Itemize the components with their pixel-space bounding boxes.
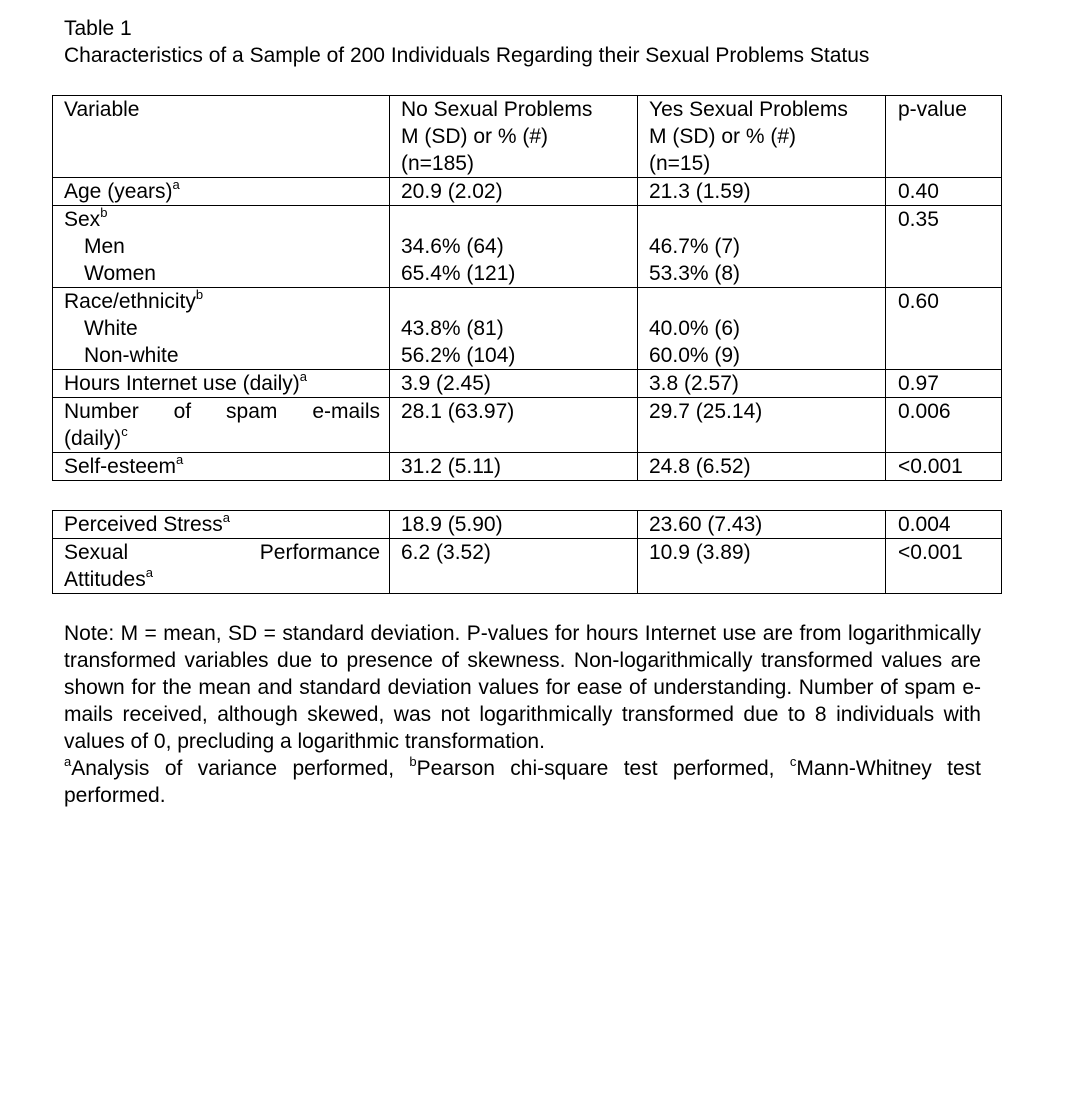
cell-no: 18.9 (5.90) — [390, 511, 638, 539]
cell-yes: 21.3 (1.59) — [638, 178, 886, 206]
header-no-sexual-problems: No Sexual Problems M (SD) or % (#) (n=185) — [390, 96, 638, 178]
characteristics-table-continued — [52, 510, 1002, 594]
cell-yes: 29.7 (25.14) — [638, 398, 886, 453]
table-caption — [64, 15, 1064, 69]
sub-label-white: White — [84, 317, 138, 340]
cell-no: 3.9 (2.45) — [390, 370, 638, 398]
table-row-perceived-stress — [53, 511, 1002, 539]
row-label: Hours Internet use (daily)$^a$ — [53, 370, 390, 398]
cell-yes: 24.8 (6.52) — [638, 453, 886, 481]
row-label: Self-esteem$^a$ — [53, 453, 390, 481]
cell-yes: 10.9 (3.89) — [638, 539, 886, 594]
cell-p-value: <0.001 — [886, 453, 1002, 481]
cell-yes: 40.0% (6) 60.0% (9) — [638, 288, 886, 370]
row-label: Sexual Performance Attitudes$^a$ — [53, 539, 390, 594]
row-label: Race/ethnicity$^b$ White Non-white — [53, 288, 390, 370]
cell-yes: 46.7% (7) 53.3% (8) — [638, 206, 886, 288]
cell-p-value: 0.006 — [886, 398, 1002, 453]
row-label: Number of spam e-mails (daily)$^c$ — [53, 398, 390, 453]
table-row-age — [53, 178, 1002, 206]
header-variable: Variable — [53, 96, 390, 178]
header-p-value: p-value — [886, 96, 1002, 178]
cell-p-value: 0.97 — [886, 370, 1002, 398]
cell-no: 43.8% (81) 56.2% (104) — [390, 288, 638, 370]
characteristics-table — [52, 95, 1002, 481]
row-label: Age (years)$^a$ — [53, 178, 390, 206]
table-row-self-esteem — [53, 453, 1002, 481]
cell-p-value: 0.004 — [886, 511, 1002, 539]
note-text: Note: M = mean, SD = standard deviation. P-values for hours Internet use are from logarithmically transformed variables due to presence of skewness. Non-logarithmically transformed values are shown for the mean and standard deviation values for ease of understanding. Number of spam e-mails received, although skewed, was not logarithmically transformed due to 8 individuals with values of 0, precluding a logarithmic transformation. — [64, 622, 981, 753]
row-label: Sex$^b$ Men Women — [53, 206, 390, 288]
sub-label-men: Men — [84, 235, 125, 258]
cell-yes: 3.8 (2.57) — [638, 370, 886, 398]
cell-p-value: 0.35 — [886, 206, 1002, 288]
table-row-sex — [53, 206, 1002, 288]
table-row-race — [53, 288, 1002, 370]
cell-p-value: 0.40 — [886, 178, 1002, 206]
sub-label-women: Women — [84, 262, 156, 285]
sub-label-non-white: Non-white — [84, 344, 179, 367]
table-note — [64, 620, 981, 809]
cell-no: 28.1 (63.97) — [390, 398, 638, 453]
table-label: Table 1 — [64, 17, 132, 40]
table-row-spam — [53, 398, 1002, 453]
table-title: Characteristics of a Sample of 200 Individuals Regarding their Sexual Problems Status — [64, 44, 870, 67]
footnotes: $^a$Analysis of variance performed, $^b$Pearson chi-square test performed, $^c$Mann-Whitney test performed. — [64, 754, 981, 807]
header-yes-sexual-problems: Yes Sexual Problems M (SD) or % (#) (n=15) — [638, 96, 886, 178]
header-row — [53, 96, 1002, 178]
row-label: Perceived Stress$^a$ — [53, 511, 390, 539]
cell-no: 6.2 (3.52) — [390, 539, 638, 594]
cell-no: 31.2 (5.11) — [390, 453, 638, 481]
cell-no: 20.9 (2.02) — [390, 178, 638, 206]
cell-p-value: 0.60 — [886, 288, 1002, 370]
table-row-sexual-performance — [53, 539, 1002, 594]
cell-yes: 23.60 (7.43) — [638, 511, 886, 539]
cell-p-value: <0.001 — [886, 539, 1002, 594]
cell-no: 34.6% (64) 65.4% (121) — [390, 206, 638, 288]
table-row-hours-internet — [53, 370, 1002, 398]
